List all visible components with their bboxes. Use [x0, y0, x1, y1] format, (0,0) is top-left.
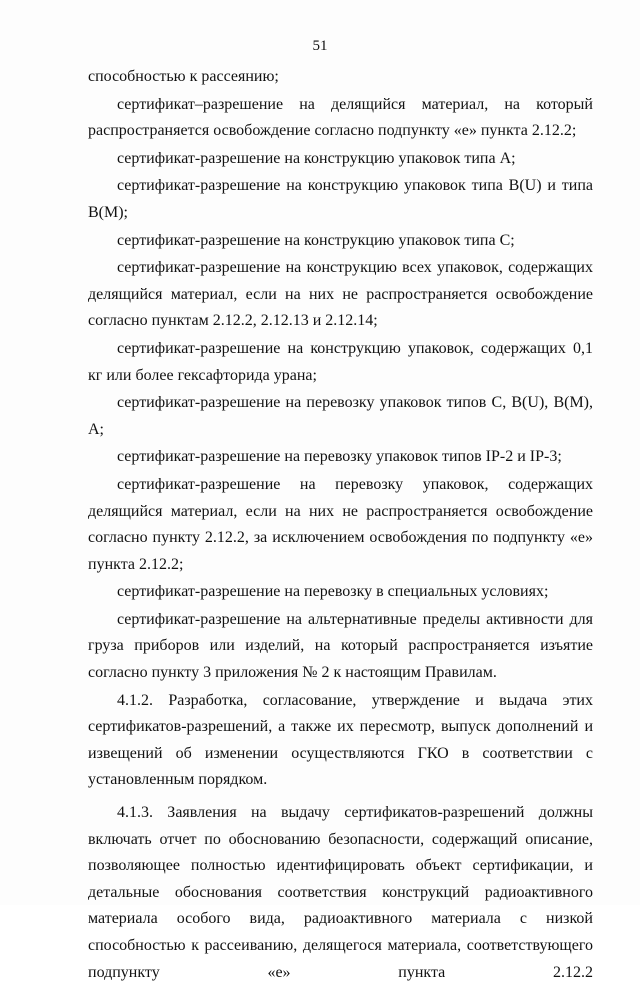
page-number: 51: [312, 38, 328, 54]
paragraph-shipment-ip: сертификат-разрешение на перевозку упаковок типов IP-2 и IP-3;: [117, 448, 562, 466]
paragraph-alternative-limits: сертификат-разрешение на альтернативные пределы активности для груза приборов или изделий, на который распространяется изъятие согласно пункту 3 приложения № 2 к настоящим Правилам.: [88, 610, 593, 682]
paragraph-fissile-exemption: сертификат–разрешение на делящийся материал, на который распространяется освобождение согласно подпункту «е» пункта 2.12.2;: [88, 95, 593, 140]
paragraph-uf6-design: сертификат-разрешение на конструкцию упаковок, содержащих 0,1 кг или более гексафторида урана;: [88, 339, 593, 384]
paragraph-shipment-types: сертификат-разрешение на перевозку упаковок типов C, B(U), B(M), A;: [88, 394, 593, 438]
paragraph-shipment-fissile: сертификат-разрешение на перевозку упаковок, содержащих делящийся материал, если на них не распространяется освобождение согласно пункту 2.12.2, за исключением освобождения по подпункту «е» пункта 2.12.2;: [88, 475, 593, 573]
paragraph-fissile-design: сертификат-разрешение на конструкцию всех упаковок, содержащих делящийся материал, если на них не распространяется освобождение согласно пунктам 2.12.2, 2.12.13 и 2.12.14;: [88, 259, 593, 330]
paragraph-type-c-design: сертификат-разрешение на конструкцию упаковок типа C;: [117, 231, 515, 249]
paragraph-type-b-design: сертификат-разрешение на конструкцию упаковок типа B(U) и типа B(M);: [88, 177, 593, 221]
document-body: [88, 64, 593, 986]
paragraph-special-arrangement: сертификат-разрешение на перевозку в специальных условиях;: [117, 583, 549, 601]
paragraph-type-a-design: сертификат-разрешение на конструкцию упаковок типа A;: [117, 149, 516, 167]
paragraph-continuation: способностью к рассеянию;: [88, 68, 279, 85]
paragraph-4-1-3: 4.1.3. Заявления на выдачу сертификатов-разрешений должны включать отчет по обоснованию безопасности, содержащий описание, позволяющее полностью идентифицировать объект сертификации, и детальные обоснования соответствия конструкций радиоактивного материала особого вида, радиоактивного материала с низкой способностью к рассеиванию, делящегося материала, соответствующего подпункту «е» пункта 2.12.2: [88, 804, 593, 981]
paragraph-4-1-2: 4.1.2. Разработка, согласование, утверждение и выдача этих сертификатов-разрешений, а также их пересмотр, выпуск дополнений и извещений об изменении осуществляются ГКО в соответствии с установленным порядком.: [88, 691, 593, 789]
